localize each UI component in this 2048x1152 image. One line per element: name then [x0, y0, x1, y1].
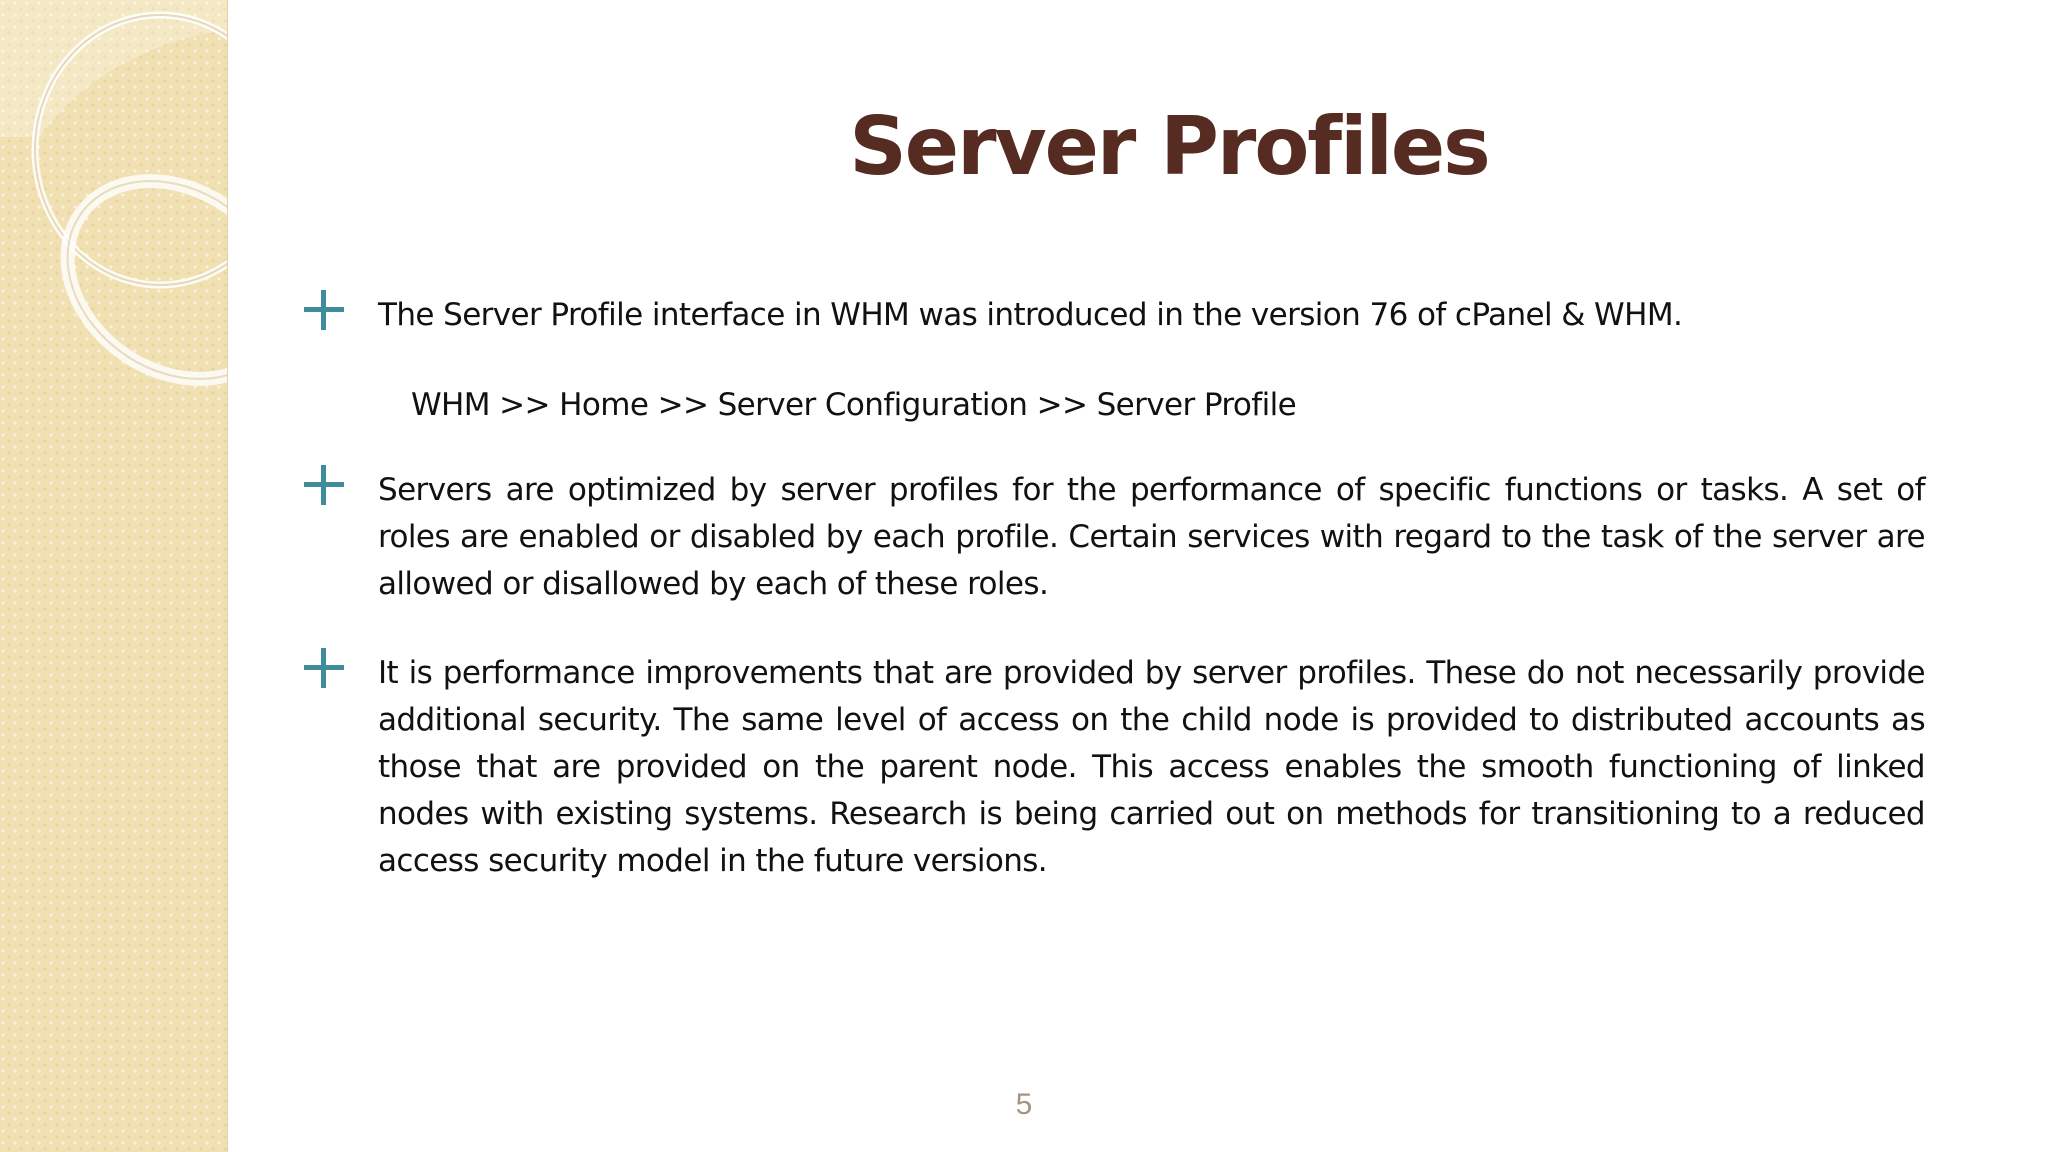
plus-icon [304, 290, 344, 330]
navigation-path: WHM >> Home >> Server Configuration >> Server Profile [411, 387, 1297, 423]
decorative-sidebar [0, 0, 228, 1152]
swirl-ornament-icon [0, 0, 227, 400]
bullet-3-text: It is performance improvements that are provided by server profiles. These do not necessarily provide additional security. The same level of access on the child node is provided to distributed accounts as those that are provided on the parent node. This access enables the smooth functioning of linked nodes with existing systems. Research is being carried out on methods for transitioning to a reduced access security model in the future versions. [378, 655, 1925, 879]
bullet-2-text: Servers are optimized by server profiles for the performance of specific functions or tasks. A set of roles are enabled or disabled by each profile. Certain services with regard to the task of the server are allowed or disallowed by each of these roles. [378, 472, 1925, 602]
bullet-1-text: The Server Profile interface in WHM was introduced in the version 76 of cPanel & WHM. [378, 297, 1683, 333]
plus-icon [304, 648, 344, 688]
plus-icon [304, 465, 344, 505]
slide-title: Server Profiles [849, 100, 1489, 193]
page-number: 5 [1015, 1088, 1033, 1121]
